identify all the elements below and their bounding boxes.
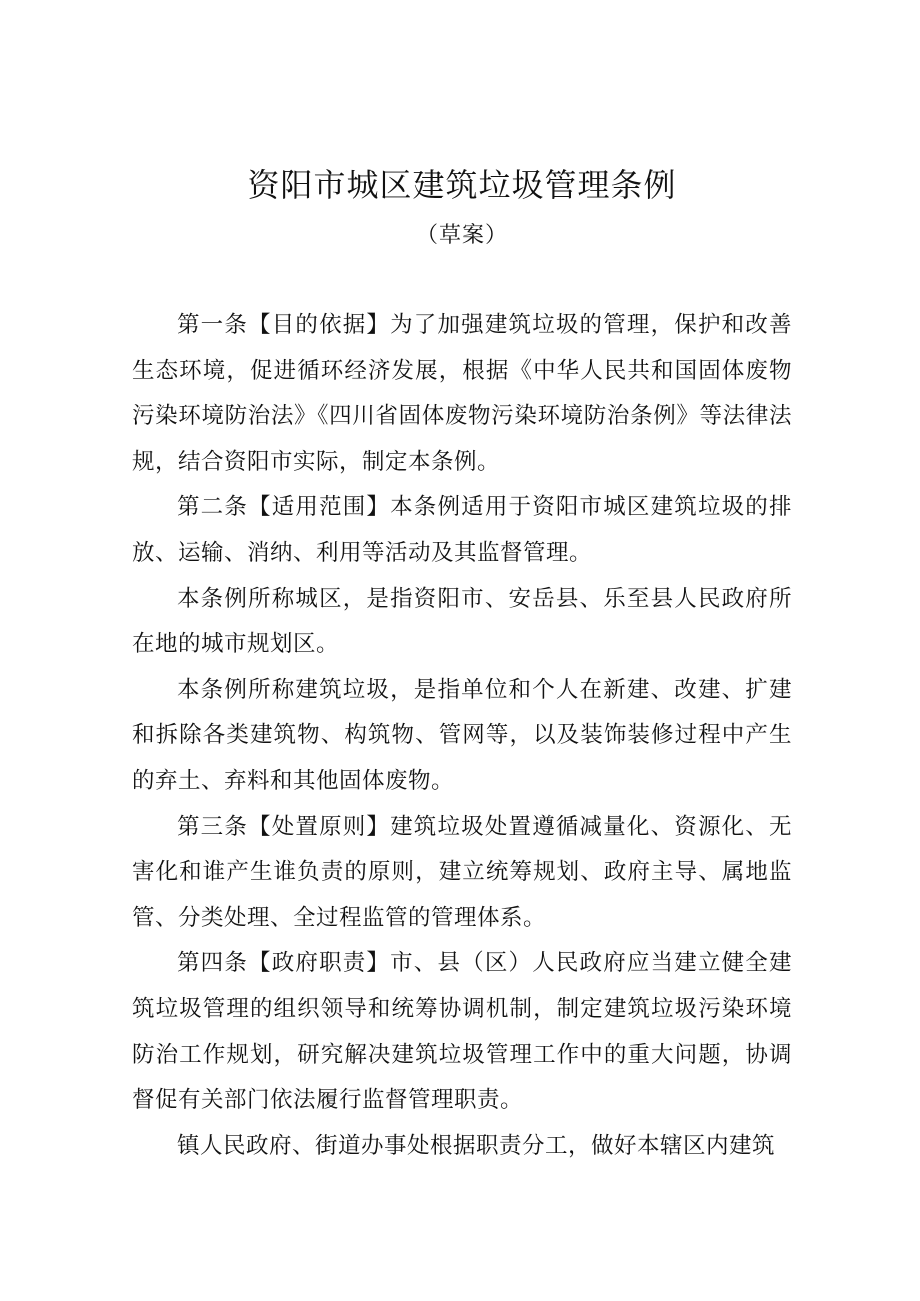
paragraph-article-2: 第二条【适用范围】本条例适用于资阳市城区建筑垃圾的排放、运输、消纳、利用等活动及其监督管理。: [132, 494, 792, 566]
document-title: 资阳市城区建筑垃圾管理条例: [247, 166, 677, 204]
paragraph-township-duties: 镇人民政府、街道办事处根据职责分工，做好本辖区内建筑: [177, 1132, 776, 1159]
paragraph-article-3: 第三条【处置原则】建筑垃圾处置遵循减量化、资源化、无害化和谁产生谁负责的原则，建立统筹规划、政府主导、属地监管、分类处理、全过程监管的管理体系。: [132, 813, 792, 931]
paragraph-article-4: 第四条【政府职责】市、县（区）人民政府应当建立健全建筑垃圾管理的组织领导和统筹协调机制，制定建筑垃圾污染环境防治工作规划，研究解决建筑垃圾管理工作中的重大问题，协调督促有关部门依法履行监督管理职责。: [132, 950, 792, 1114]
document-body: [132, 303, 792, 1169]
paragraph-construction-waste-definition: 本条例所称建筑垃圾，是指单位和个人在新建、改建、扩建和拆除各类建筑物、构筑物、管网等，以及装饰装修过程中产生的弃土、弃料和其他固体废物。: [132, 676, 792, 794]
document-subtitle: （草案）: [415, 223, 508, 248]
paragraph-article-1: 第一条【目的依据】为了加强建筑垃圾的管理，保护和改善生态环境，促进循环经济发展，根据《中华人民共和国固体废物污染环境防治法》《四川省固体废物污染环境防治条例》等法律法规，结合资阳市实际，制定本条例。: [132, 312, 792, 475]
paragraph-urban-area-definition: 本条例所称城区，是指资阳市、安岳县、乐至县人民政府所在地的城市规划区。: [132, 585, 792, 658]
